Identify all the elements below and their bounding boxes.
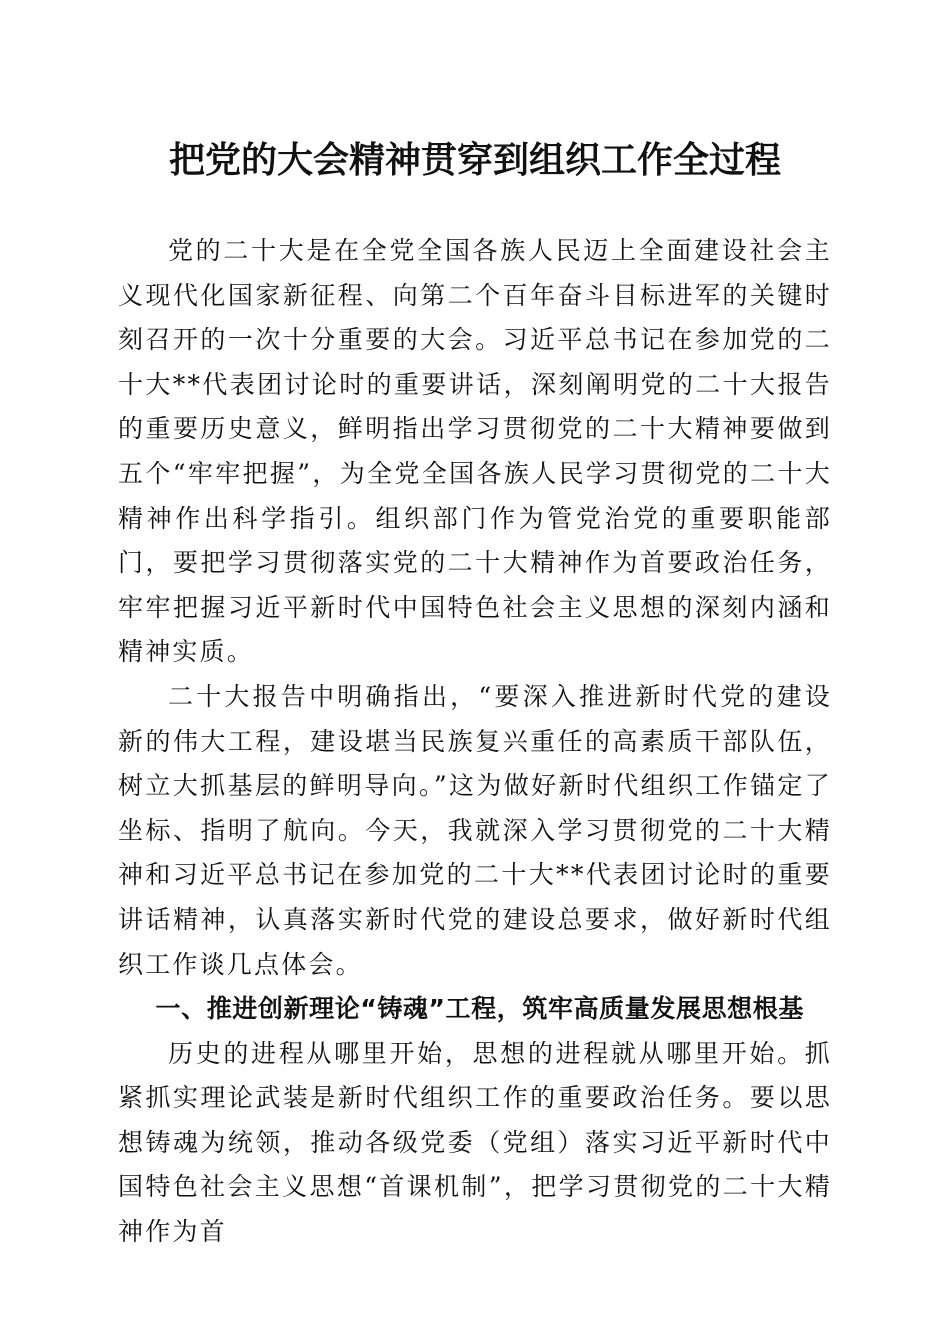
report-paragraph: 二十大报告中明确指出，“要深入推进新时代党的建设新的伟大工程，建设堪当民族复兴重任的高素质干部队伍，树立大抓基层的鲜明导向。”这为做好新时代组织工作锚定了坐标、指明了航向。今天，我就深入学习贯彻党的二十大精神和习近平总书记在参加党的二十大**代表团讨论时的重要讲话精神，认真落实新时代党的建设总要求，做好新时代组织工作谈几点体会。 bbox=[118, 681, 832, 979]
document-body bbox=[118, 229, 832, 1255]
section-heading: 一、推进创新理论“铸魂”工程，筑牢高质量发展思想根基 bbox=[155, 994, 804, 1024]
intro-paragraph: 党的二十大是在全党全国各族人民迈上全面建设社会主义现代化国家新征程、向第二个百年奋斗目标进军的关键时刻召开的一次十分重要的大会。习近平总书记在参加党的二十大**代表团讨论时的重要讲话，深刻阐明党的二十大报告的重要历史意义，鲜明指出学习贯彻党的二十大精神要做到五个“牢牢把握”，为全党全国各族人民学习贯彻党的二十大精神作出科学指引。组织部门作为管党治党的重要职能部门，要把学习贯彻落实党的二十大精神作为首要政治任务，牢牢把握习近平新时代中国特色社会主义思想的深刻内涵和精神实质。 bbox=[118, 236, 832, 667]
section-paragraph: 历史的进程从哪里开始，思想的进程就从哪里开始。抓紧抓实理论武装是新时代组织工作的重要政治任务。要以思想铸魂为统领，推动各级党委（党组）落实习近平新时代中国特色社会主义思想“首课机制”，把学习贯彻党的二十大精神作为首 bbox=[118, 1038, 832, 1247]
document-title: 把党的大会精神贯穿到组织工作全过程 bbox=[168, 139, 781, 181]
